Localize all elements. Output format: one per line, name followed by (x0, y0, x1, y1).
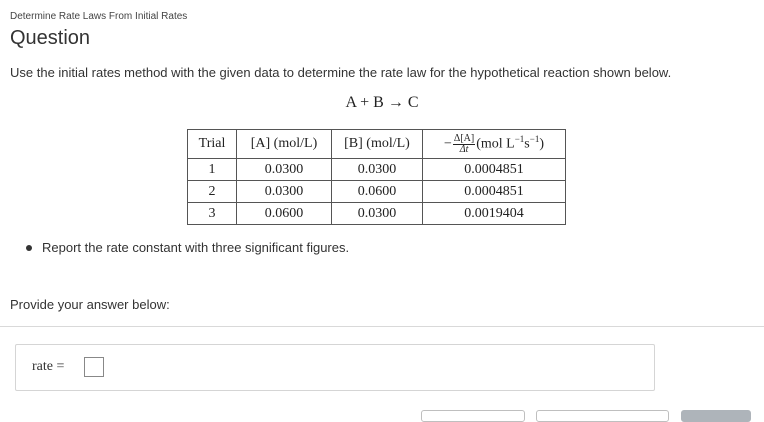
rate-units-exponent-2: −1 (529, 133, 540, 144)
table-row (188, 203, 566, 225)
cell-a: 0.0300 (237, 181, 332, 203)
table-header-row (188, 130, 566, 159)
bullet-icon (26, 245, 32, 251)
rate-units: (mol L (476, 136, 515, 152)
breadcrumb: Determine Rate Laws From Initial Rates (10, 11, 188, 22)
cell-b: 0.0600 (332, 181, 423, 203)
table-row (188, 159, 566, 181)
rate-denominator: Δt (459, 143, 469, 155)
reaction-equation: A + B → C (345, 94, 419, 111)
header-a-concentration: [A] (mol/L) (237, 130, 332, 159)
instruction-list-item (26, 240, 349, 255)
question-heading: Question (10, 27, 91, 49)
answer-panel (15, 344, 655, 391)
cell-rate: 0.0019404 (423, 203, 566, 225)
rate-units-exponent-1: −1 (514, 133, 525, 144)
header-trial: Trial (188, 130, 237, 159)
initial-rates-table (187, 129, 566, 225)
header-rate (423, 130, 566, 159)
cell-trial: 1 (188, 159, 237, 181)
rate-minus-sign: − (444, 136, 452, 152)
header-b-concentration: [B] (mol/L) (332, 130, 423, 159)
question-prompt: Use the initial rates method with the given data to determine the rate law for the hypothetical reaction shown below. (10, 65, 672, 80)
rate-answer-input[interactable] (84, 357, 104, 377)
cell-b: 0.0300 (332, 159, 423, 181)
table-row (188, 181, 566, 203)
cell-rate: 0.0004851 (423, 181, 566, 203)
rate-units-seconds: s (524, 136, 530, 152)
provide-answer-label: Provide your answer below: (10, 297, 170, 312)
action-button-1[interactable] (421, 410, 525, 422)
cell-a: 0.0600 (237, 203, 332, 225)
cell-trial: 3 (188, 203, 237, 225)
rate-label: rate = (32, 359, 65, 374)
submit-button[interactable] (681, 410, 751, 422)
divider (0, 326, 764, 327)
cell-rate: 0.0004851 (423, 159, 566, 181)
cell-trial: 2 (188, 181, 237, 203)
cell-b: 0.0300 (332, 203, 423, 225)
action-button-2[interactable] (536, 410, 669, 422)
rate-numerator: Δ[A] (453, 132, 475, 144)
rate-units-close: ) (539, 136, 544, 152)
instruction-text: Report the rate constant with three significant figures. (42, 240, 350, 255)
rate-fraction (453, 134, 475, 155)
cell-a: 0.0300 (237, 159, 332, 181)
